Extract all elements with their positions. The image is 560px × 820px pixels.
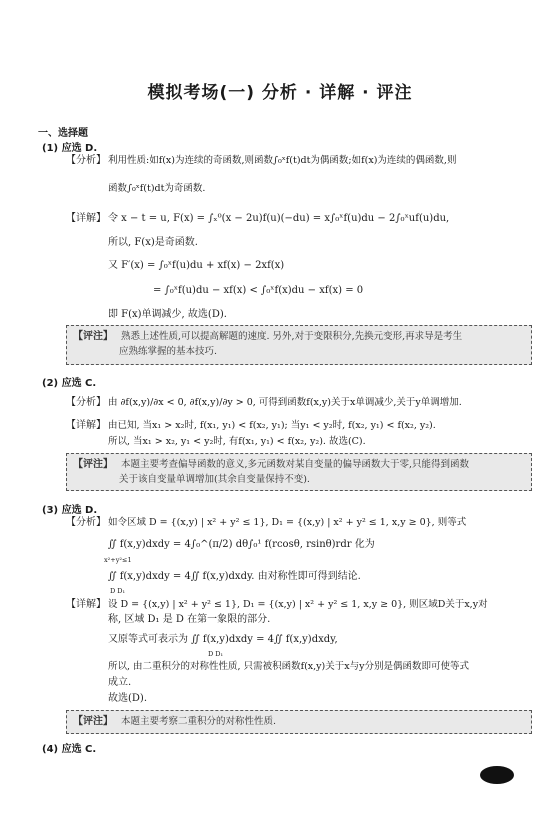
q1-comment-line-2: 应熟练掌握的基本技巧. (119, 346, 218, 357)
q3-solution-line-3: 又原等式可表示为 ∬ f(x,y)dxdy = 4∬ f(x,y)dxdy, (108, 634, 338, 645)
q3-solution-line-4: 所以, 由二重积分的对称性性质, 只需被积函数f(x,y)关于x与y分别是偶函数即可使等式 (108, 661, 469, 672)
page-title: 模拟考场(一) 分析 · 详解 · 评注 (147, 83, 413, 103)
q3-solution-line-6: 故选(D). (108, 693, 147, 704)
q3-comment-line-1: 本题主要考察二重积分的对称性性质. (121, 716, 277, 727)
q1-analysis-line-2: 函数∫₀ˣf(t)dt为奇函数. (108, 183, 206, 194)
q3-solution-line-2: 称, 区域 D₁ 是 D 在第一象限的部分. (108, 614, 271, 625)
q3-comment-tag: 【评注】 (73, 716, 113, 727)
q3-analysis-tag: 【分析】 (66, 517, 106, 528)
q2-analysis-line-1: 由 ∂f(x,y)/∂x < 0, ∂f(x,y)/∂y > 0, 可得到函数f(x,y)关于x单调减少,关于y单调增加. (108, 397, 462, 408)
q3-solution-line-5: 成立. (108, 677, 132, 688)
q3-analysis-line-1: 如令区域 D = {(x,y) | x² + y² ≤ 1}, D₁ = {(x,y) | x² + y² ≤ 1, x,y ≥ 0}, 则等式 (108, 517, 467, 528)
q3-solution-line-1: 设 D = {(x,y) | x² + y² ≤ 1}, D₁ = {(x,y) | x² + y² ≤ 1, x,y ≥ 0}, 则区域D关于x,y对 (108, 599, 488, 610)
q1-solution-line-1: 令 x − t = u, F(x) = ∫ₓ⁰(x − 2u)f(u)(−du) = x∫₀ˣf(u)du − 2∫₀ˣuf(u)du, (108, 213, 450, 224)
q1-solution-line-2: 所以, F(x)是奇函数. (108, 237, 198, 248)
q2-analysis-tag: 【分析】 (66, 397, 106, 408)
q2-comment-box (66, 453, 532, 491)
q3-analysis-line-2-domain: x²+y²≤1 (104, 556, 132, 564)
q1-solution-line-5: 即 F(x)单调减少, 故选(D). (108, 309, 227, 320)
q2-solution-line-2: 所以, 当x₁ > x₂, y₁ < y₂时, 有f(x₁, y₁) < f(x₂, y₂). 故选(C). (108, 436, 366, 447)
q2-comment-tag: 【评注】 (73, 459, 113, 470)
q2-heading: (2) 应选 C. (42, 378, 97, 389)
q1-solution-line-4: = ∫₀ˣf(u)du − xf(x) < ∫₀ˣf(x)du − xf(x) = 0 (153, 285, 364, 296)
q1-analysis-line-1: 利用性质:如f(x)为连续的奇函数,则函数∫₀ˣf(t)dt为偶函数;如f(x)为连续的偶函数,则 (108, 155, 457, 166)
q2-comment-line-2: 关于该自变量单调增加(其余自变量保持不变). (119, 474, 310, 485)
q3-analysis-line-3: ∬ f(x,y)dxdy = 4∬ f(x,y)dxdy. 由对称性即可得到结论. (108, 571, 361, 582)
q1-comment-line-1: 熟悉上述性质,可以提高解题的速度. 另外,对于变限积分,先换元变形,再求导是考生 (121, 331, 463, 342)
q3-heading: (3) 应选 D. (42, 505, 98, 516)
q1-comment-tag: 【评注】 (73, 331, 113, 342)
q1-comment-box (66, 325, 532, 365)
q1-solution-line-3: 又 F′(x) = ∫₀ˣf(u)du + xf(x) − 2xf(x) (108, 260, 285, 271)
q3-solution-tag: 【详解】 (66, 599, 106, 610)
q3-analysis-line-2: ∬ f(x,y)dxdy = 4∫₀^(π/2) dθ∫₀¹ f(rcosθ, rsinθ)rdr 化为 (108, 539, 375, 550)
page-number-badge (480, 766, 514, 784)
q3-solution-line-3-domain: D D₁ (208, 650, 224, 658)
section-heading: 一、选择题 (38, 128, 88, 139)
q1-heading: (1) 应选 D. (42, 143, 98, 154)
q1-solution-tag: 【详解】 (66, 213, 106, 224)
q3-analysis-line-3-domain: D D₁ (110, 587, 126, 595)
q2-solution-tag: 【详解】 (66, 420, 106, 431)
q3-comment-box (66, 710, 532, 734)
q2-comment-line-1: 本题主要考查偏导函数的意义,多元函数对某自变量的偏导函数大于零,只能得到函数 (121, 459, 470, 470)
q4-heading: (4) 应选 C. (42, 744, 97, 755)
q1-analysis-tag: 【分析】 (66, 155, 106, 166)
q2-solution-line-1: 由已知, 当x₁ > x₂时, f(x₁, y₁) < f(x₂, y₁); 当y₁ < y₂时, f(x₂, y₁) < f(x₂, y₂). (108, 420, 436, 431)
